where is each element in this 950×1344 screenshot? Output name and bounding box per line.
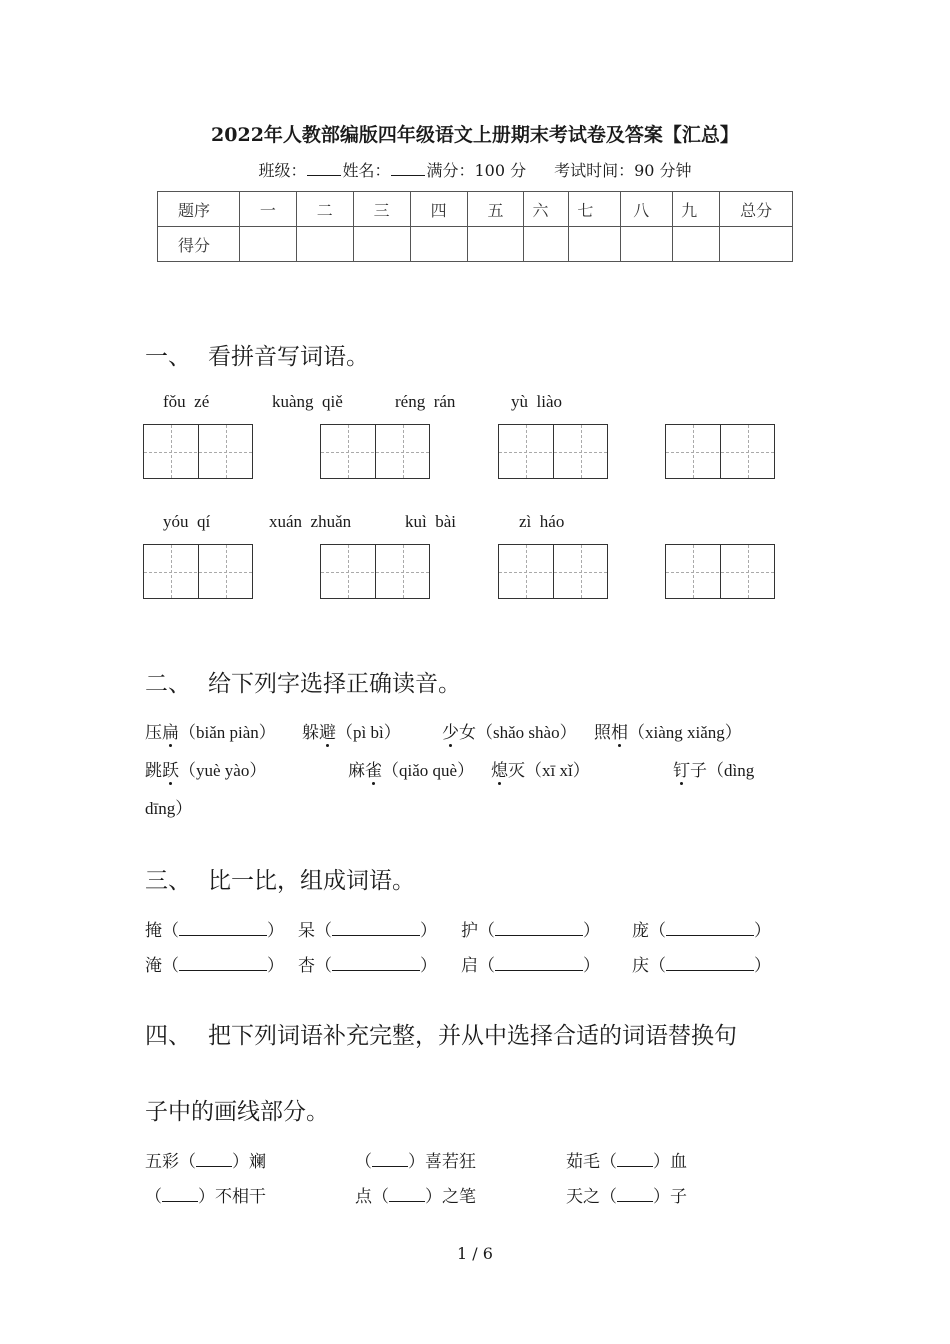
section-title: 给下列字选择正确读音。 <box>208 671 461 697</box>
reading-item: 躲避（pì bì） <box>302 718 401 743</box>
reading-item: 照相（xiàng xiǎng） <box>594 718 742 743</box>
answer-blank[interactable] <box>179 921 267 936</box>
section-number: 二、 <box>145 671 191 697</box>
score-cell[interactable] <box>239 227 296 262</box>
writing-grid[interactable] <box>320 544 430 599</box>
score-cell[interactable] <box>524 227 569 262</box>
reading-item: 少女（shǎo shào） <box>442 718 577 743</box>
name-label: 姓名： <box>342 161 391 180</box>
compare-item: 呆（ ） <box>298 921 437 941</box>
score-header-cell: 六 <box>524 192 569 227</box>
dotted-char: 雀 <box>365 756 382 781</box>
score-header-cell: 三 <box>353 192 410 227</box>
dotted-char: 熄 <box>491 756 508 781</box>
writing-grid[interactable] <box>498 544 608 599</box>
compare-item: 淹（ ） <box>145 956 284 976</box>
score-header-cell: 题序 <box>158 192 240 227</box>
answer-blank[interactable] <box>332 921 420 936</box>
answer-blank[interactable] <box>617 1187 653 1202</box>
section-title: 比一比，组成词语。 <box>208 868 415 894</box>
exam-time: 考试时间：90 分钟 <box>554 161 692 180</box>
score-header-cell: 一 <box>239 192 296 227</box>
section-4-heading <box>145 1017 737 1050</box>
pinyin-options: （biǎn piàn） <box>179 723 276 742</box>
score-cell[interactable] <box>673 227 720 262</box>
pinyin-options: （dìng <box>707 761 755 780</box>
reading-item: 压扁（biǎn piàn） <box>145 718 276 743</box>
pinyin-label: fǒu zé <box>163 392 210 411</box>
score-table-header-row <box>158 192 793 227</box>
idiom-item: （ ）喜若狂 <box>355 1152 476 1172</box>
answer-blank[interactable] <box>495 921 583 936</box>
answer-blank[interactable] <box>372 1152 408 1167</box>
writing-grid[interactable] <box>665 424 775 479</box>
pinyin-options-continued: dīng） <box>145 799 193 818</box>
section-3-heading <box>145 862 415 895</box>
pinyin-options: （qiǎo què） <box>382 761 475 780</box>
pinyin-options: （yuè yào） <box>179 761 267 780</box>
dotted-char: 相 <box>611 718 628 743</box>
writing-grid[interactable] <box>143 544 253 599</box>
writing-grid[interactable] <box>498 424 608 479</box>
pinyin-label: yù liào <box>511 392 562 411</box>
page-title: 2022年人教部编版四年级语文上册期末考试卷及答案【汇总】 <box>211 124 739 146</box>
score-cell[interactable] <box>569 227 621 262</box>
compare-item: 护（ ） <box>461 921 600 941</box>
score-header-cell: 七 <box>569 192 621 227</box>
answer-blank[interactable] <box>179 956 267 971</box>
section-number: 四、 <box>145 1023 191 1049</box>
dotted-char: 避 <box>319 718 336 743</box>
section-1-heading <box>145 338 369 371</box>
idiom-item: 五彩（ ）斓 <box>145 1152 266 1172</box>
pinyin-label: kuì bài <box>405 512 456 531</box>
idiom-item: 点（ ）之笔 <box>355 1187 476 1207</box>
pinyin-options: （xī xǐ） <box>525 761 590 780</box>
score-header-cell: 五 <box>467 192 524 227</box>
idiom-item: 茹毛（ ）血 <box>566 1152 687 1172</box>
score-table <box>157 191 793 262</box>
compare-item: 启（ ） <box>461 956 600 976</box>
section-2-heading <box>145 665 461 698</box>
score-row-label: 得分 <box>158 227 240 262</box>
score-header-cell: 九 <box>673 192 720 227</box>
answer-blank[interactable] <box>162 1187 198 1202</box>
dotted-char: 钉 <box>673 756 690 781</box>
reading-item: 跳跃（yuè yào） <box>145 756 266 781</box>
score-cell[interactable] <box>467 227 524 262</box>
writing-grid[interactable] <box>143 424 253 479</box>
compare-item: 杏（ ） <box>298 956 437 976</box>
class-label: 班级： <box>258 161 307 180</box>
compare-item: 庆（ ） <box>632 956 771 976</box>
answer-blank[interactable] <box>666 921 754 936</box>
answer-blank[interactable] <box>495 956 583 971</box>
score-cell[interactable] <box>353 227 410 262</box>
page-number: 1 / 6 <box>457 1244 493 1263</box>
section-title: 看拼音写词语。 <box>208 344 369 370</box>
section-number: 一、 <box>145 344 191 370</box>
score-header-cell: 总分 <box>720 192 793 227</box>
pinyin-label: kuàng qiě <box>272 392 343 411</box>
pinyin-options: （xiàng xiǎng） <box>628 723 742 742</box>
answer-blank[interactable] <box>389 1187 425 1202</box>
idiom-item: 天之（ ）子 <box>566 1187 687 1207</box>
writing-grid[interactable] <box>320 424 430 479</box>
answer-blank[interactable] <box>332 956 420 971</box>
dotted-char: 扁 <box>162 718 179 743</box>
compare-item: 庞（ ） <box>632 921 771 941</box>
full-score: 满分：100 分 <box>426 161 527 180</box>
section-4-heading-line2: 子中的画线部分。 <box>145 1099 329 1125</box>
pinyin-label: xuán zhuǎn <box>269 512 352 531</box>
class-blank[interactable] <box>307 161 341 176</box>
score-cell[interactable] <box>410 227 467 262</box>
reading-item: 麻雀（qiǎo què） <box>348 756 474 781</box>
answer-blank[interactable] <box>196 1152 232 1167</box>
score-cell[interactable] <box>621 227 673 262</box>
name-blank[interactable] <box>391 161 425 176</box>
section-title: 把下列词语补充完整，并从中选择合适的词语替换句 <box>208 1023 737 1049</box>
pinyin-label: réng rán <box>395 392 456 411</box>
answer-blank[interactable] <box>666 956 754 971</box>
section-number: 三、 <box>145 868 191 894</box>
score-header-cell: 二 <box>296 192 353 227</box>
exam-info <box>0 158 950 181</box>
dotted-char: 跃 <box>162 756 179 781</box>
score-header-cell: 四 <box>410 192 467 227</box>
pinyin-options: （shǎo shào） <box>476 723 577 742</box>
pinyin-options: （pì bì） <box>336 723 401 742</box>
score-cell[interactable] <box>296 227 353 262</box>
writing-grid[interactable] <box>665 544 775 599</box>
idiom-item: （ ）不相干 <box>145 1187 266 1207</box>
score-table-score-row <box>158 227 793 262</box>
answer-blank[interactable] <box>617 1152 653 1167</box>
score-cell[interactable] <box>720 227 793 262</box>
pinyin-label: zì háo <box>519 512 565 531</box>
dotted-char: 少 <box>442 718 459 743</box>
compare-item: 掩（ ） <box>145 921 284 941</box>
reading-item: 熄灭（xī xǐ） <box>491 756 590 781</box>
score-header-cell: 八 <box>621 192 673 227</box>
pinyin-label: yóu qí <box>163 512 211 531</box>
reading-item: 钉子（dìng <box>673 756 754 781</box>
